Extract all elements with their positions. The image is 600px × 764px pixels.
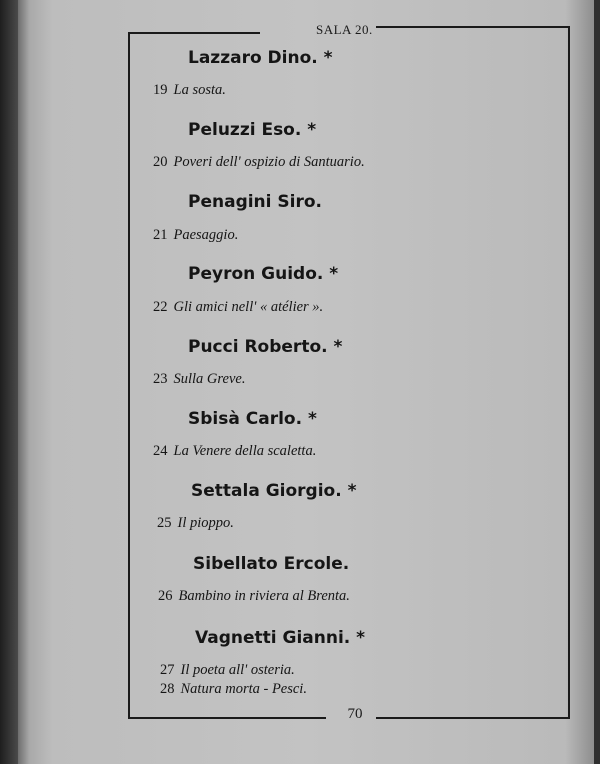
work-number: 20: [153, 154, 168, 170]
work-title: Poveri dell' ospizio di Santuario.: [173, 154, 365, 170]
work-item: [153, 371, 245, 388]
work-item: [158, 588, 350, 605]
work-title: Il pioppo.: [177, 515, 234, 531]
artist-name: Sbisà Carlo. *: [188, 409, 317, 429]
work-item: [157, 515, 234, 532]
work-item: [153, 154, 365, 171]
book-spine: [0, 0, 18, 764]
frame-line: [128, 717, 326, 719]
work-item: [153, 443, 316, 460]
work-number: 27: [160, 662, 175, 678]
artist-name: Sibellato Ercole.: [193, 554, 350, 574]
work-title: Il poeta all' osteria.: [180, 662, 295, 678]
work-item: [153, 82, 226, 99]
work-title: La sosta.: [173, 82, 226, 98]
artist-name: Peyron Guido. *: [188, 264, 339, 284]
frame-line: [128, 32, 260, 34]
work-number: 26: [158, 588, 173, 604]
book-page: [18, 0, 594, 764]
artist-name: Settala Giorgio. *: [191, 481, 357, 501]
work-title: Bambino in riviera al Brenta.: [178, 588, 350, 604]
work-item: [160, 662, 295, 679]
artist-name: Penagini Siro.: [188, 192, 322, 212]
work-number: 28: [160, 681, 175, 697]
work-title: Paesaggio.: [173, 227, 239, 243]
work-item: [153, 299, 323, 316]
artist-name: Lazzaro Dino. *: [188, 48, 333, 68]
artist-name: Pucci Roberto. *: [188, 337, 343, 357]
frame-line: [568, 26, 570, 718]
page-number: 70: [347, 706, 363, 722]
work-number: 19: [153, 82, 168, 98]
work-title: Gli amici nell' « atélier ».: [173, 299, 324, 315]
work-number: 22: [153, 299, 168, 315]
frame-line: [376, 717, 570, 719]
room-header: SALA 20.: [316, 22, 373, 37]
work-title: Sulla Greve.: [173, 371, 246, 387]
work-number: 25: [157, 515, 172, 531]
work-number: 23: [153, 371, 168, 387]
work-title: Natura morta - Pesci.: [180, 681, 307, 697]
work-item: [153, 227, 238, 244]
frame-line: [376, 26, 570, 28]
work-number: 21: [153, 227, 168, 243]
work-item: [160, 681, 307, 698]
work-number: 24: [153, 443, 168, 459]
artist-name: Vagnetti Gianni. *: [195, 628, 366, 648]
artist-name: Peluzzi Eso. *: [188, 120, 317, 140]
frame-line: [128, 32, 130, 718]
work-title: La Venere della scaletta.: [173, 443, 317, 459]
